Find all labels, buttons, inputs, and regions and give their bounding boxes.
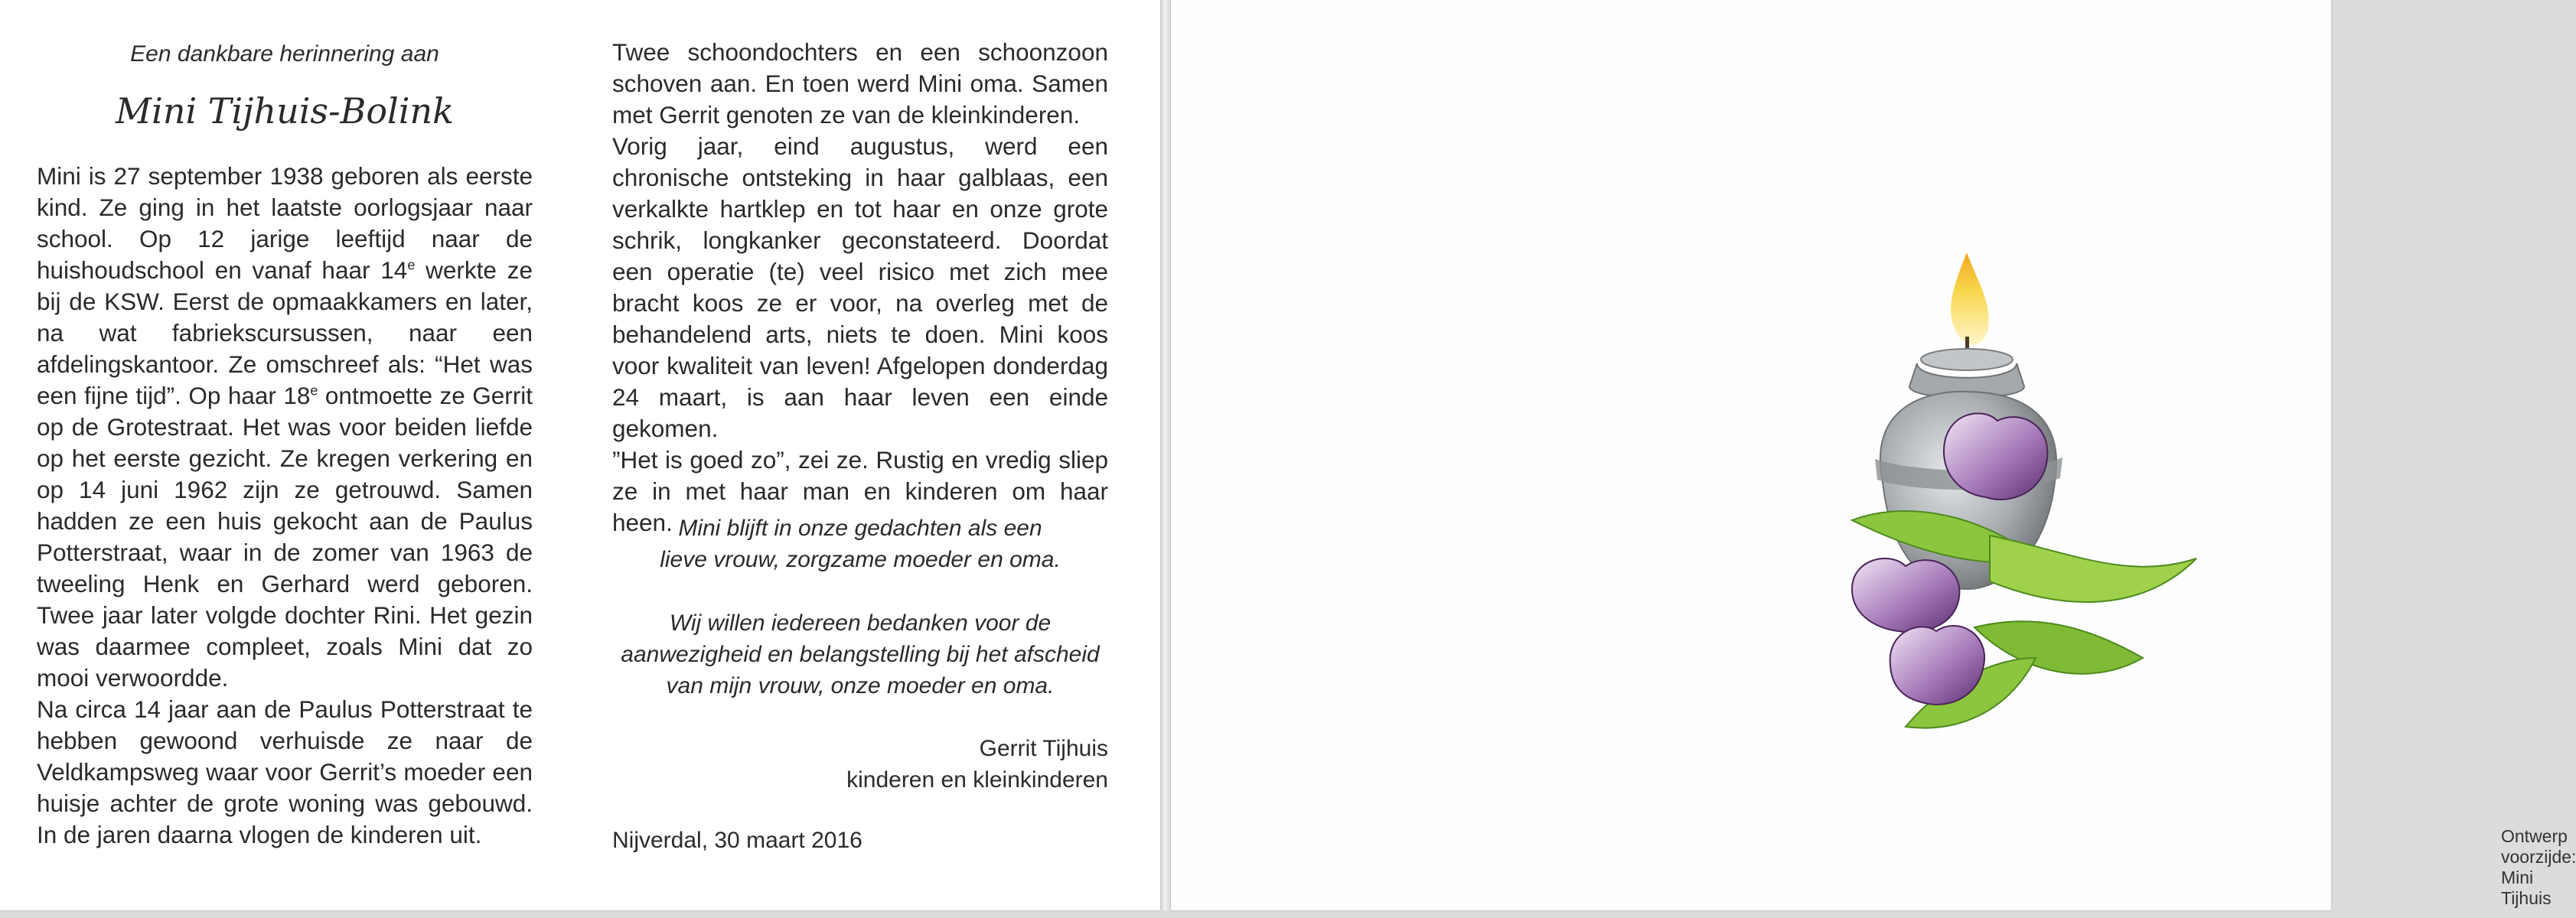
closing-remembrance: Mini blijft in onze gedachten als een lieve vrouw, zorgzame moeder en oma. <box>660 516 1061 572</box>
signature-name: Gerrit Tijhuis <box>979 736 1108 761</box>
tulip-top <box>1944 413 2047 500</box>
intro-line: Een dankbare herinnering aan <box>130 41 439 67</box>
signature-family: kinderen en kleinkinderen <box>846 767 1108 793</box>
tulip-bottom <box>1890 626 1984 705</box>
card-fold <box>1160 0 1171 910</box>
bio-paragraph-2: Na circa 14 jaar aan de Paulus Potterstraat te hebben gewoond verhuisde ze naar de Veldkampsweg waar voor Gerrit’s moeder een huisje achter de grote woning was gebouwd. In de jaren daarna vlogen de kinderen uit. <box>37 695 533 848</box>
leaf-right <box>1990 536 2196 602</box>
card-inside-page <box>0 0 1160 910</box>
candle-flame-icon <box>1951 252 1988 345</box>
tulip-middle <box>1852 558 1959 632</box>
bio-paragraph-4: Vorig jaar, eind augustus, werd een chronische ontsteking in haar galblaas, een verkalkte hartklep en tot haar en onze grote schrik, longkanker geconstateerd. Doordat een operatie (te) veel risico met zich mee bracht koos ze er voor, na overleg met de behandelend arts, niets te doen. Mini koos voor kwaliteit van leven! Afgelopen donderdag 24 maart, is aan haar leven een einde gekomen. <box>612 132 1108 442</box>
deceased-name: Mini Tijhuis-Bolink <box>116 90 454 132</box>
closing-thanks: Wij willen iedereen bedanken voor de aanwezigheid en belangstelling bij het afscheid van mijn vrouw, onze moeder en oma. <box>621 610 1100 698</box>
biography-column-left <box>37 161 533 851</box>
urn-tulips-illustration <box>1837 230 2296 842</box>
biography-column-right <box>612 37 1108 539</box>
design-credit: Ontwerp voorzijde: Mini Tijhuis <box>2501 826 2576 908</box>
place-date: Nijverdal, 30 maart 2016 <box>612 828 862 853</box>
bio-paragraph-5: ”Het is goed zo”, zei ze. Rustig en vredig sliep ze in met haar man en kinderen om haar heen. <box>612 446 1108 536</box>
bio-paragraph-3: Twee schoondochters en een schoonzoon schoven aan. En toen werd Mini oma. Samen met Gerrit genoten ze van de kleinkinderen. <box>612 38 1108 129</box>
bio-paragraph-1: Mini is 27 september 1938 geboren als eerste kind. Ze ging in het laatste oorlogsjaar naar school. Op 12 jarige leeftijd naar de huishoudschool en vanaf haar 14e werkte ze bij de KSW. Eerst de opmaakkamers en later, na wat fabriekscursussen, naar een afdelingskantoor. Ze omschreef als: “Het was een fijne tijd”. Op haar 18e ontmoette ze Gerrit op de Grotestraat. Het was voor beiden liefde op het eerste gezicht. Ze kregen verkering en op 14 juni 1962 zijn ze getrouwd. Samen hadden ze een huis gekocht aan de Paulus Potterstraat, waar in de zomer van 1963 de tweeling Henk en Gerhard werd geboren. Twee jaar later volgde dochter Rini. Het gezin was daarmee compleet, zoals Mini dat zo mooi verwoordde. <box>37 162 533 692</box>
urn-lid-top <box>1921 349 2013 370</box>
